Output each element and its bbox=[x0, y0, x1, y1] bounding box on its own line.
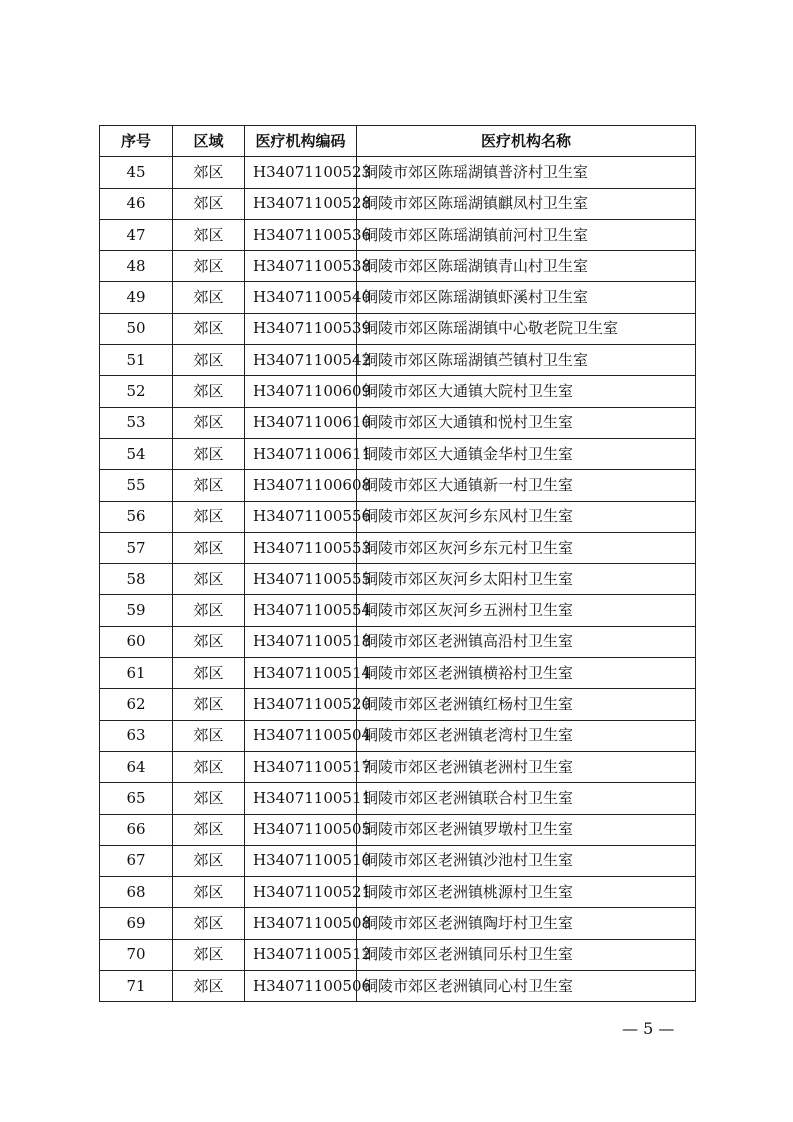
table-row bbox=[100, 501, 696, 532]
cell-code: H34071100504 bbox=[245, 720, 357, 751]
cell-name: 铜陵市郊区陈瑶湖镇虾溪村卫生室 bbox=[357, 282, 696, 313]
cell-code: H34071100536 bbox=[245, 219, 357, 250]
cell-area: 郊区 bbox=[173, 689, 245, 720]
cell-name: 铜陵市郊区老洲镇红杨村卫生室 bbox=[357, 689, 696, 720]
cell-name: 铜陵市郊区陈瑶湖镇青山村卫生室 bbox=[357, 251, 696, 282]
cell-area: 郊区 bbox=[173, 219, 245, 250]
cell-name: 铜陵市郊区灰河乡东风村卫生室 bbox=[357, 501, 696, 532]
cell-seq: 60 bbox=[100, 626, 173, 657]
cell-code: H34071100553 bbox=[245, 532, 357, 563]
cell-code: H34071100542 bbox=[245, 345, 357, 376]
cell-code: H34071100521 bbox=[245, 877, 357, 908]
cell-name: 铜陵市郊区灰河乡太阳村卫生室 bbox=[357, 564, 696, 595]
header-row bbox=[100, 126, 696, 157]
cell-name: 铜陵市郊区大通镇金华村卫生室 bbox=[357, 438, 696, 469]
cell-seq: 68 bbox=[100, 877, 173, 908]
cell-name: 铜陵市郊区陈瑶湖镇麒凤村卫生室 bbox=[357, 188, 696, 219]
cell-area: 郊区 bbox=[173, 532, 245, 563]
cell-name: 铜陵市郊区老洲镇桃源村卫生室 bbox=[357, 877, 696, 908]
cell-seq: 51 bbox=[100, 345, 173, 376]
cell-area: 郊区 bbox=[173, 971, 245, 1002]
cell-seq: 55 bbox=[100, 470, 173, 501]
cell-code: H34071100554 bbox=[245, 595, 357, 626]
cell-seq: 69 bbox=[100, 908, 173, 939]
cell-code: H34071100505 bbox=[245, 814, 357, 845]
cell-code: H34071100609 bbox=[245, 376, 357, 407]
cell-seq: 47 bbox=[100, 219, 173, 250]
cell-area: 郊区 bbox=[173, 376, 245, 407]
cell-name: 铜陵市郊区陈瑶湖镇前河村卫生室 bbox=[357, 219, 696, 250]
table-row bbox=[100, 751, 696, 782]
cell-code: H34071100539 bbox=[245, 313, 357, 344]
cell-name: 铜陵市郊区陈瑶湖镇苎镇村卫生室 bbox=[357, 345, 696, 376]
cell-area: 郊区 bbox=[173, 470, 245, 501]
cell-seq: 52 bbox=[100, 376, 173, 407]
cell-seq: 56 bbox=[100, 501, 173, 532]
cell-area: 郊区 bbox=[173, 501, 245, 532]
cell-code: H34071100538 bbox=[245, 251, 357, 282]
cell-area: 郊区 bbox=[173, 939, 245, 970]
cell-seq: 67 bbox=[100, 845, 173, 876]
cell-name: 铜陵市郊区老洲镇横裕村卫生室 bbox=[357, 658, 696, 689]
cell-name: 铜陵市郊区老洲镇同心村卫生室 bbox=[357, 971, 696, 1002]
cell-seq: 45 bbox=[100, 157, 173, 188]
cell-code: H34071100506 bbox=[245, 971, 357, 1002]
table-body bbox=[100, 157, 696, 1002]
cell-area: 郊区 bbox=[173, 438, 245, 469]
cell-code: H34071100518 bbox=[245, 626, 357, 657]
cell-code: H34071100510 bbox=[245, 845, 357, 876]
cell-seq: 57 bbox=[100, 532, 173, 563]
table-row bbox=[100, 470, 696, 501]
table-row bbox=[100, 564, 696, 595]
table-row bbox=[100, 658, 696, 689]
table-row bbox=[100, 939, 696, 970]
cell-code: H34071100523 bbox=[245, 157, 357, 188]
cell-name: 铜陵市郊区老洲镇联合村卫生室 bbox=[357, 783, 696, 814]
cell-seq: 49 bbox=[100, 282, 173, 313]
cell-seq: 71 bbox=[100, 971, 173, 1002]
cell-code: H34071100508 bbox=[245, 908, 357, 939]
cell-name: 铜陵市郊区老洲镇老洲村卫生室 bbox=[357, 751, 696, 782]
table-row bbox=[100, 877, 696, 908]
cell-seq: 46 bbox=[100, 188, 173, 219]
cell-seq: 70 bbox=[100, 939, 173, 970]
cell-area: 郊区 bbox=[173, 845, 245, 876]
table-row bbox=[100, 908, 696, 939]
cell-name: 铜陵市郊区灰河乡东元村卫生室 bbox=[357, 532, 696, 563]
cell-seq: 59 bbox=[100, 595, 173, 626]
table-row bbox=[100, 282, 696, 313]
cell-area: 郊区 bbox=[173, 626, 245, 657]
cell-seq: 64 bbox=[100, 751, 173, 782]
table-row bbox=[100, 532, 696, 563]
table-row bbox=[100, 783, 696, 814]
cell-name: 铜陵市郊区老洲镇罗墩村卫生室 bbox=[357, 814, 696, 845]
cell-name: 铜陵市郊区灰河乡五洲村卫生室 bbox=[357, 595, 696, 626]
cell-seq: 54 bbox=[100, 438, 173, 469]
cell-code: H34071100540 bbox=[245, 282, 357, 313]
cell-code: H34071100556 bbox=[245, 501, 357, 532]
cell-name: 铜陵市郊区老洲镇同乐村卫生室 bbox=[357, 939, 696, 970]
cell-code: H34071100528 bbox=[245, 188, 357, 219]
cell-area: 郊区 bbox=[173, 564, 245, 595]
cell-area: 郊区 bbox=[173, 658, 245, 689]
table-row bbox=[100, 689, 696, 720]
cell-seq: 61 bbox=[100, 658, 173, 689]
header-code: 医疗机构编码 bbox=[245, 126, 357, 157]
cell-seq: 63 bbox=[100, 720, 173, 751]
table-header bbox=[100, 126, 696, 157]
cell-area: 郊区 bbox=[173, 595, 245, 626]
cell-code: H34071100511 bbox=[245, 783, 357, 814]
cell-name: 铜陵市郊区陈瑶湖镇中心敬老院卫生室 bbox=[357, 313, 696, 344]
cell-area: 郊区 bbox=[173, 783, 245, 814]
header-area: 区域 bbox=[173, 126, 245, 157]
cell-area: 郊区 bbox=[173, 908, 245, 939]
cell-seq: 50 bbox=[100, 313, 173, 344]
cell-seq: 62 bbox=[100, 689, 173, 720]
table-row bbox=[100, 219, 696, 250]
cell-area: 郊区 bbox=[173, 157, 245, 188]
cell-area: 郊区 bbox=[173, 188, 245, 219]
cell-name: 铜陵市郊区大通镇大院村卫生室 bbox=[357, 376, 696, 407]
table-row bbox=[100, 157, 696, 188]
cell-name: 铜陵市郊区大通镇和悦村卫生室 bbox=[357, 407, 696, 438]
page-number: — 5 — bbox=[622, 1019, 675, 1038]
table-row bbox=[100, 971, 696, 1002]
table-row bbox=[100, 845, 696, 876]
table-row bbox=[100, 251, 696, 282]
table-row bbox=[100, 720, 696, 751]
header-seq: 序号 bbox=[100, 126, 173, 157]
cell-area: 郊区 bbox=[173, 814, 245, 845]
table-row bbox=[100, 595, 696, 626]
cell-area: 郊区 bbox=[173, 751, 245, 782]
cell-area: 郊区 bbox=[173, 720, 245, 751]
table-row bbox=[100, 626, 696, 657]
table-row bbox=[100, 345, 696, 376]
cell-area: 郊区 bbox=[173, 282, 245, 313]
table-row bbox=[100, 814, 696, 845]
table-row bbox=[100, 188, 696, 219]
cell-area: 郊区 bbox=[173, 345, 245, 376]
cell-code: H34071100514 bbox=[245, 658, 357, 689]
cell-code: H34071100608 bbox=[245, 470, 357, 501]
cell-code: H34071100611 bbox=[245, 438, 357, 469]
cell-seq: 65 bbox=[100, 783, 173, 814]
cell-seq: 66 bbox=[100, 814, 173, 845]
header-name: 医疗机构名称 bbox=[357, 126, 696, 157]
cell-name: 铜陵市郊区陈瑶湖镇普济村卫生室 bbox=[357, 157, 696, 188]
cell-code: H34071100517 bbox=[245, 751, 357, 782]
cell-name: 铜陵市郊区老洲镇高沿村卫生室 bbox=[357, 626, 696, 657]
cell-seq: 58 bbox=[100, 564, 173, 595]
cell-name: 铜陵市郊区老洲镇老湾村卫生室 bbox=[357, 720, 696, 751]
cell-seq: 53 bbox=[100, 407, 173, 438]
cell-area: 郊区 bbox=[173, 877, 245, 908]
cell-name: 铜陵市郊区老洲镇陶圩村卫生室 bbox=[357, 908, 696, 939]
institution-table bbox=[99, 125, 696, 1002]
cell-name: 铜陵市郊区老洲镇沙池村卫生室 bbox=[357, 845, 696, 876]
cell-area: 郊区 bbox=[173, 407, 245, 438]
cell-code: H34071100512 bbox=[245, 939, 357, 970]
table-row bbox=[100, 407, 696, 438]
cell-area: 郊区 bbox=[173, 251, 245, 282]
cell-seq: 48 bbox=[100, 251, 173, 282]
cell-name: 铜陵市郊区大通镇新一村卫生室 bbox=[357, 470, 696, 501]
table-row bbox=[100, 313, 696, 344]
cell-code: H34071100520 bbox=[245, 689, 357, 720]
cell-area: 郊区 bbox=[173, 313, 245, 344]
table-row bbox=[100, 376, 696, 407]
cell-code: H34071100555 bbox=[245, 564, 357, 595]
table-row bbox=[100, 438, 696, 469]
cell-code: H34071100610 bbox=[245, 407, 357, 438]
